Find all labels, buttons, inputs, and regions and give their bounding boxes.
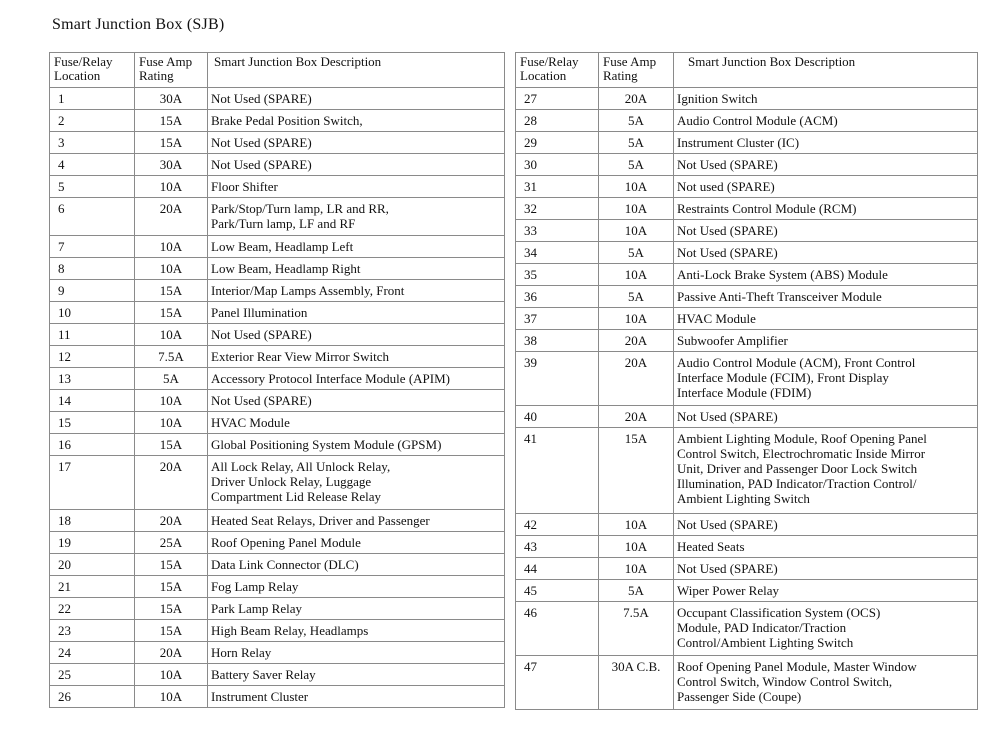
fuse-table-right (515, 52, 978, 710)
description-cell: Not Used (SPARE) (674, 406, 978, 428)
fuse-location-cell: 16 (50, 434, 135, 456)
fuse-location-cell: 33 (516, 220, 599, 242)
table-header-row (516, 53, 978, 88)
amp-rating-cell: 5A (135, 368, 208, 390)
fuse-location-cell: 8 (50, 258, 135, 280)
description-cell: Not Used (SPARE) (674, 514, 978, 536)
fuse-location-cell: 28 (516, 110, 599, 132)
table-row (516, 88, 978, 110)
fuse-location-cell: 14 (50, 390, 135, 412)
table-row (50, 686, 505, 708)
table-row (50, 642, 505, 664)
description-cell: Not Used (SPARE) (674, 220, 978, 242)
description-cell: Brake Pedal Position Switch, (208, 110, 505, 132)
description-cell: Instrument Cluster (208, 686, 505, 708)
description-cell: Accessory Protocol Interface Module (APIM) (208, 368, 505, 390)
amp-rating-cell: 30A (135, 88, 208, 110)
description-cell: Occupant Classification System (OCS) Module, PAD Indicator/Traction Control/Ambient Lighting Switch (674, 602, 978, 656)
fuse-location-cell: 26 (50, 686, 135, 708)
table-row (50, 88, 505, 110)
amp-rating-cell: 30A (135, 154, 208, 176)
fuse-location-cell: 13 (50, 368, 135, 390)
fuse-location-cell: 9 (50, 280, 135, 302)
table-row (516, 330, 978, 352)
description-cell: All Lock Relay, All Unlock Relay, Driver Unlock Relay, Luggage Compartment Lid Release Relay (208, 456, 505, 510)
description-cell: Passive Anti-Theft Transceiver Module (674, 286, 978, 308)
fuse-location-cell: 20 (50, 554, 135, 576)
description-cell: Ignition Switch (674, 88, 978, 110)
description-cell: Panel Illumination (208, 302, 505, 324)
fuse-location-cell: 18 (50, 510, 135, 532)
amp-rating-cell: 5A (599, 242, 674, 264)
amp-rating-cell: 20A (599, 88, 674, 110)
fuse-location-cell: 5 (50, 176, 135, 198)
amp-rating-cell: 10A (135, 686, 208, 708)
fuse-location-cell: 35 (516, 264, 599, 286)
table-row (50, 236, 505, 258)
amp-rating-cell: 10A (599, 198, 674, 220)
location-header: Fuse/Relay Location (516, 53, 599, 88)
fuse-location-cell: 29 (516, 132, 599, 154)
table-row (516, 154, 978, 176)
fuse-location-cell: 4 (50, 154, 135, 176)
description-cell: Heated Seats (674, 536, 978, 558)
table-row (50, 368, 505, 390)
amp-rating-cell: 10A (599, 308, 674, 330)
amp-rating-cell: 20A (135, 510, 208, 532)
description-cell: Ambient Lighting Module, Roof Opening Panel Control Switch, Electrochromatic Inside Mirror Unit, Driver and Passenger Door Lock Switch Illumination, PAD Indicator/Traction Control/ Ambient Lighting Switch (674, 428, 978, 514)
table-row (516, 558, 978, 580)
table-row (50, 412, 505, 434)
description-cell: Subwoofer Amplifier (674, 330, 978, 352)
description-cell: Data Link Connector (DLC) (208, 554, 505, 576)
description-cell: Audio Control Module (ACM), Front Control Interface Module (FCIM), Front Display Interface Module (FDIM) (674, 352, 978, 406)
description-cell: Low Beam, Headlamp Right (208, 258, 505, 280)
amp-rating-cell: 5A (599, 110, 674, 132)
fuse-location-cell: 22 (50, 598, 135, 620)
fuse-location-cell: 36 (516, 286, 599, 308)
fuse-location-cell: 34 (516, 242, 599, 264)
amp-rating-cell: 15A (135, 576, 208, 598)
fuse-location-cell: 40 (516, 406, 599, 428)
amp-rating-cell: 15A (135, 280, 208, 302)
table-row (50, 198, 505, 236)
table-row (50, 176, 505, 198)
fuse-location-cell: 27 (516, 88, 599, 110)
amp-rating-cell: 15A (135, 598, 208, 620)
table-row (516, 536, 978, 558)
fuse-location-cell: 1 (50, 88, 135, 110)
amp-rating-cell: 20A (135, 642, 208, 664)
description-cell: Park/Stop/Turn lamp, LR and RR, Park/Turn lamp, LF and RF (208, 198, 505, 236)
table-row (516, 264, 978, 286)
fuse-table-left (49, 52, 505, 708)
description-cell: Fog Lamp Relay (208, 576, 505, 598)
amp-rating-cell: 15A (135, 620, 208, 642)
fuse-location-cell: 37 (516, 308, 599, 330)
fuse-location-cell: 24 (50, 642, 135, 664)
table-row (516, 286, 978, 308)
table-row (50, 434, 505, 456)
amp-rating-cell: 25A (135, 532, 208, 554)
description-cell: HVAC Module (674, 308, 978, 330)
amp-rating-header: Fuse Amp Rating (599, 53, 674, 88)
description-cell: Not Used (SPARE) (208, 154, 505, 176)
fuse-location-cell: 3 (50, 132, 135, 154)
fuse-location-cell: 38 (516, 330, 599, 352)
table-row (50, 532, 505, 554)
table-row (50, 456, 505, 510)
description-cell: Restraints Control Module (RCM) (674, 198, 978, 220)
table-row (516, 602, 978, 656)
amp-rating-cell: 10A (599, 176, 674, 198)
amp-rating-cell: 30A C.B. (599, 656, 674, 710)
table-row (516, 110, 978, 132)
amp-rating-cell: 10A (135, 258, 208, 280)
description-cell: Battery Saver Relay (208, 664, 505, 686)
description-cell: Anti-Lock Brake System (ABS) Module (674, 264, 978, 286)
amp-rating-cell: 10A (135, 412, 208, 434)
fuse-location-cell: 7 (50, 236, 135, 258)
table-row (50, 132, 505, 154)
table-row (50, 664, 505, 686)
description-cell: Not Used (SPARE) (208, 390, 505, 412)
table-header-row (50, 53, 505, 88)
description-cell: Not Used (SPARE) (208, 324, 505, 346)
fuse-location-cell: 10 (50, 302, 135, 324)
fuse-location-cell: 12 (50, 346, 135, 368)
amp-rating-cell: 5A (599, 154, 674, 176)
table-row (50, 390, 505, 412)
amp-rating-cell: 20A (599, 406, 674, 428)
amp-rating-header: Fuse Amp Rating (135, 53, 208, 88)
fuse-location-cell: 32 (516, 198, 599, 220)
fuse-location-cell: 2 (50, 110, 135, 132)
fuse-location-cell: 39 (516, 352, 599, 406)
fuse-location-cell: 21 (50, 576, 135, 598)
description-cell: Not Used (SPARE) (208, 88, 505, 110)
description-cell: Not Used (SPARE) (674, 242, 978, 264)
fuse-location-cell: 11 (50, 324, 135, 346)
fuse-location-cell: 19 (50, 532, 135, 554)
description-cell: Heated Seat Relays, Driver and Passenger (208, 510, 505, 532)
table-row (50, 324, 505, 346)
description-cell: Low Beam, Headlamp Left (208, 236, 505, 258)
fuse-location-cell: 42 (516, 514, 599, 536)
fuse-location-cell: 46 (516, 602, 599, 656)
description-cell: Not used (SPARE) (674, 176, 978, 198)
description-cell: Not Used (SPARE) (674, 154, 978, 176)
description-header: Smart Junction Box Description (674, 53, 978, 88)
page-title: Smart Junction Box (SJB) (52, 16, 225, 33)
description-cell: Roof Opening Panel Module (208, 532, 505, 554)
amp-rating-cell: 15A (135, 132, 208, 154)
fuse-location-cell: 31 (516, 176, 599, 198)
table-row (50, 510, 505, 532)
description-cell: Horn Relay (208, 642, 505, 664)
description-cell: Audio Control Module (ACM) (674, 110, 978, 132)
fuse-location-cell: 43 (516, 536, 599, 558)
description-cell: High Beam Relay, Headlamps (208, 620, 505, 642)
amp-rating-cell: 5A (599, 286, 674, 308)
table-row (516, 514, 978, 536)
amp-rating-cell: 10A (599, 514, 674, 536)
amp-rating-cell: 10A (599, 536, 674, 558)
amp-rating-cell: 5A (599, 132, 674, 154)
table-row (50, 554, 505, 576)
table-row (516, 176, 978, 198)
table-row (516, 242, 978, 264)
fuse-location-cell: 30 (516, 154, 599, 176)
table-row (516, 198, 978, 220)
table-row (516, 406, 978, 428)
amp-rating-cell: 10A (135, 236, 208, 258)
amp-rating-cell: 10A (135, 176, 208, 198)
amp-rating-cell: 7.5A (135, 346, 208, 368)
table-row (516, 428, 978, 514)
fuse-location-cell: 45 (516, 580, 599, 602)
amp-rating-cell: 15A (135, 554, 208, 576)
amp-rating-cell: 15A (135, 434, 208, 456)
description-cell: Wiper Power Relay (674, 580, 978, 602)
fuse-location-cell: 41 (516, 428, 599, 514)
amp-rating-cell: 10A (135, 324, 208, 346)
fuse-location-cell: 47 (516, 656, 599, 710)
table-row (516, 308, 978, 330)
description-cell: Not Used (SPARE) (208, 132, 505, 154)
table-row (50, 280, 505, 302)
table-row (50, 346, 505, 368)
fuse-location-cell: 17 (50, 456, 135, 510)
table-row (516, 656, 978, 710)
table-row (516, 352, 978, 406)
table-row (516, 132, 978, 154)
location-header: Fuse/Relay Location (50, 53, 135, 88)
amp-rating-cell: 20A (599, 330, 674, 352)
amp-rating-cell: 20A (135, 456, 208, 510)
description-cell: HVAC Module (208, 412, 505, 434)
table-row (50, 598, 505, 620)
description-header: Smart Junction Box Description (208, 53, 505, 88)
description-cell: Exterior Rear View Mirror Switch (208, 346, 505, 368)
amp-rating-cell: 10A (135, 390, 208, 412)
amp-rating-cell: 15A (135, 110, 208, 132)
amp-rating-cell: 10A (135, 664, 208, 686)
description-cell: Park Lamp Relay (208, 598, 505, 620)
fuse-location-cell: 44 (516, 558, 599, 580)
description-cell: Not Used (SPARE) (674, 558, 978, 580)
amp-rating-cell: 7.5A (599, 602, 674, 656)
description-cell: Instrument Cluster (IC) (674, 132, 978, 154)
amp-rating-cell: 10A (599, 558, 674, 580)
table-row (50, 154, 505, 176)
description-cell: Floor Shifter (208, 176, 505, 198)
description-cell: Global Positioning System Module (GPSM) (208, 434, 505, 456)
amp-rating-cell: 20A (135, 198, 208, 236)
amp-rating-cell: 10A (599, 264, 674, 286)
table-row (516, 220, 978, 242)
table-row (50, 576, 505, 598)
fuse-location-cell: 15 (50, 412, 135, 434)
description-cell: Roof Opening Panel Module, Master Window Control Switch, Window Control Switch, Passenger Side (Coupe) (674, 656, 978, 710)
amp-rating-cell: 15A (135, 302, 208, 324)
amp-rating-cell: 20A (599, 352, 674, 406)
description-cell: Interior/Map Lamps Assembly, Front (208, 280, 505, 302)
table-row (50, 302, 505, 324)
fuse-location-cell: 25 (50, 664, 135, 686)
table-row (50, 110, 505, 132)
fuse-location-cell: 6 (50, 198, 135, 236)
amp-rating-cell: 15A (599, 428, 674, 514)
fuse-location-cell: 23 (50, 620, 135, 642)
table-row (50, 620, 505, 642)
table-row (516, 580, 978, 602)
table-row (50, 258, 505, 280)
amp-rating-cell: 5A (599, 580, 674, 602)
amp-rating-cell: 10A (599, 220, 674, 242)
